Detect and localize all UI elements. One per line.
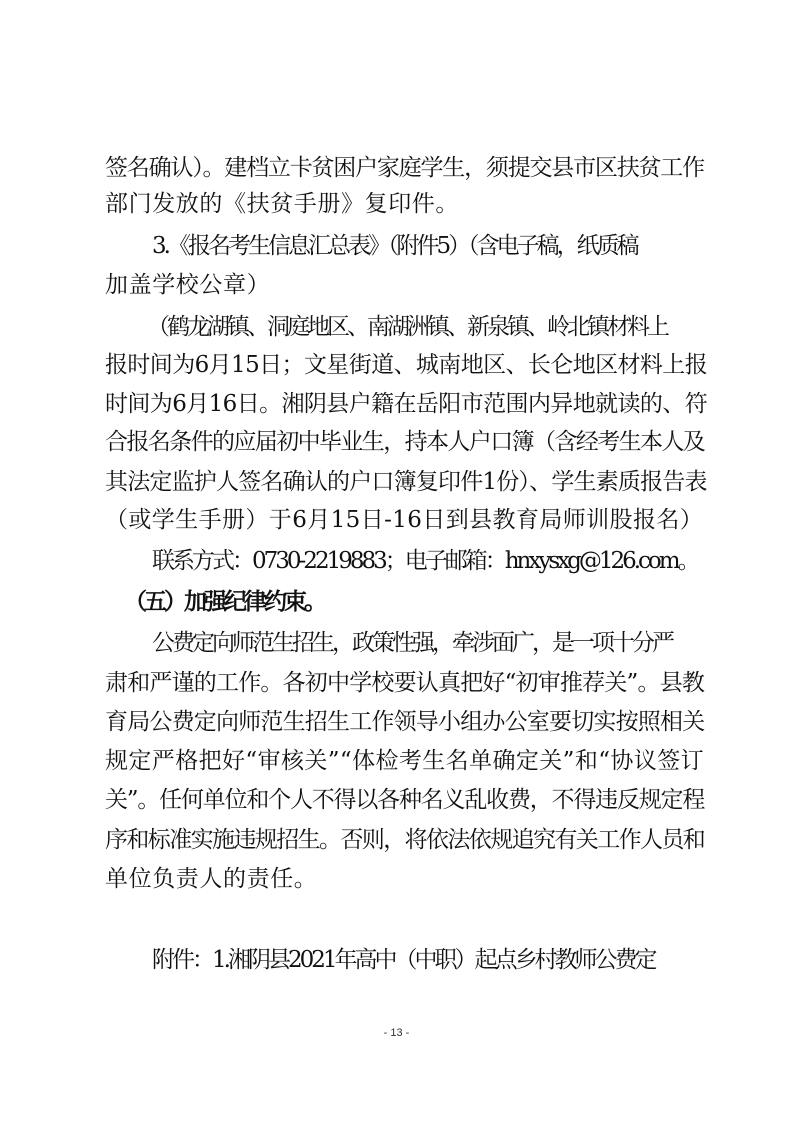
text-line: 加盖学校公章）	[105, 272, 271, 298]
attachment-line: 附件：1.湘阴县2021年高中（中职）起点乡村教师公费定	[152, 947, 655, 973]
text-line: 合报名条件的应届初中毕业生，持本人户口簿（含经考生本人及	[105, 429, 705, 455]
text-line: 单位负责人的责任。	[105, 866, 318, 892]
text-line: 其法定监护人签名确认的户口簿复印件1份）、学生素质报告表	[105, 469, 707, 495]
text-line: 规定严格把好“审核关”“体检考生名单确定关”和“协议签订	[105, 748, 704, 774]
text-line: 肃和严谨的工作。各初中学校要认真把好“初审推荐关”。县教	[105, 670, 705, 696]
text-line: 部门发放的《扶贫手册》复印件。	[105, 191, 459, 217]
text-line: （鹤龙湖镇、洞庭地区、南湖洲镇、新泉镇、岭北镇材料上	[147, 314, 667, 340]
text-line: 关”。任何单位和个人不得以各种名义乱收费，不得违反规定程	[105, 787, 705, 813]
text-line: （或学生手册）于6月15日-16日到县教育局师训股报名）	[105, 507, 704, 533]
text-line: 报时间为6月15日；文星街道、城南地区、长仑地区材料上报	[105, 352, 708, 378]
text-line: 育局公费定向师范生招生工作领导小组办公室要切实按照相关	[105, 709, 705, 735]
text-line: 公费定向师范生招生，政策性强，牵涉面广，是一项十分严	[152, 630, 672, 656]
section-heading: （五）加强纪律约束。	[124, 589, 324, 615]
list-item-3: 3.《报名考生信息汇总表》（附件5）（含电子稿，纸质稿	[152, 233, 637, 259]
page-number: - 13 -	[383, 1027, 410, 1039]
text-line: 时间为6月16日。湘阴县户籍在岳阳市范围内异地就读的、符	[105, 391, 708, 417]
text-line: 签名确认）。建档立卡贫困户家庭学生，须提交县市区扶贫工作	[105, 155, 704, 181]
text-line: 序和标准实施违规招生。否则，将依法依规追究有关工作人员和	[105, 827, 705, 853]
contact-info: 联系方式：0730-2219883；电子邮箱：hnxysxg@126.com。	[152, 548, 698, 574]
